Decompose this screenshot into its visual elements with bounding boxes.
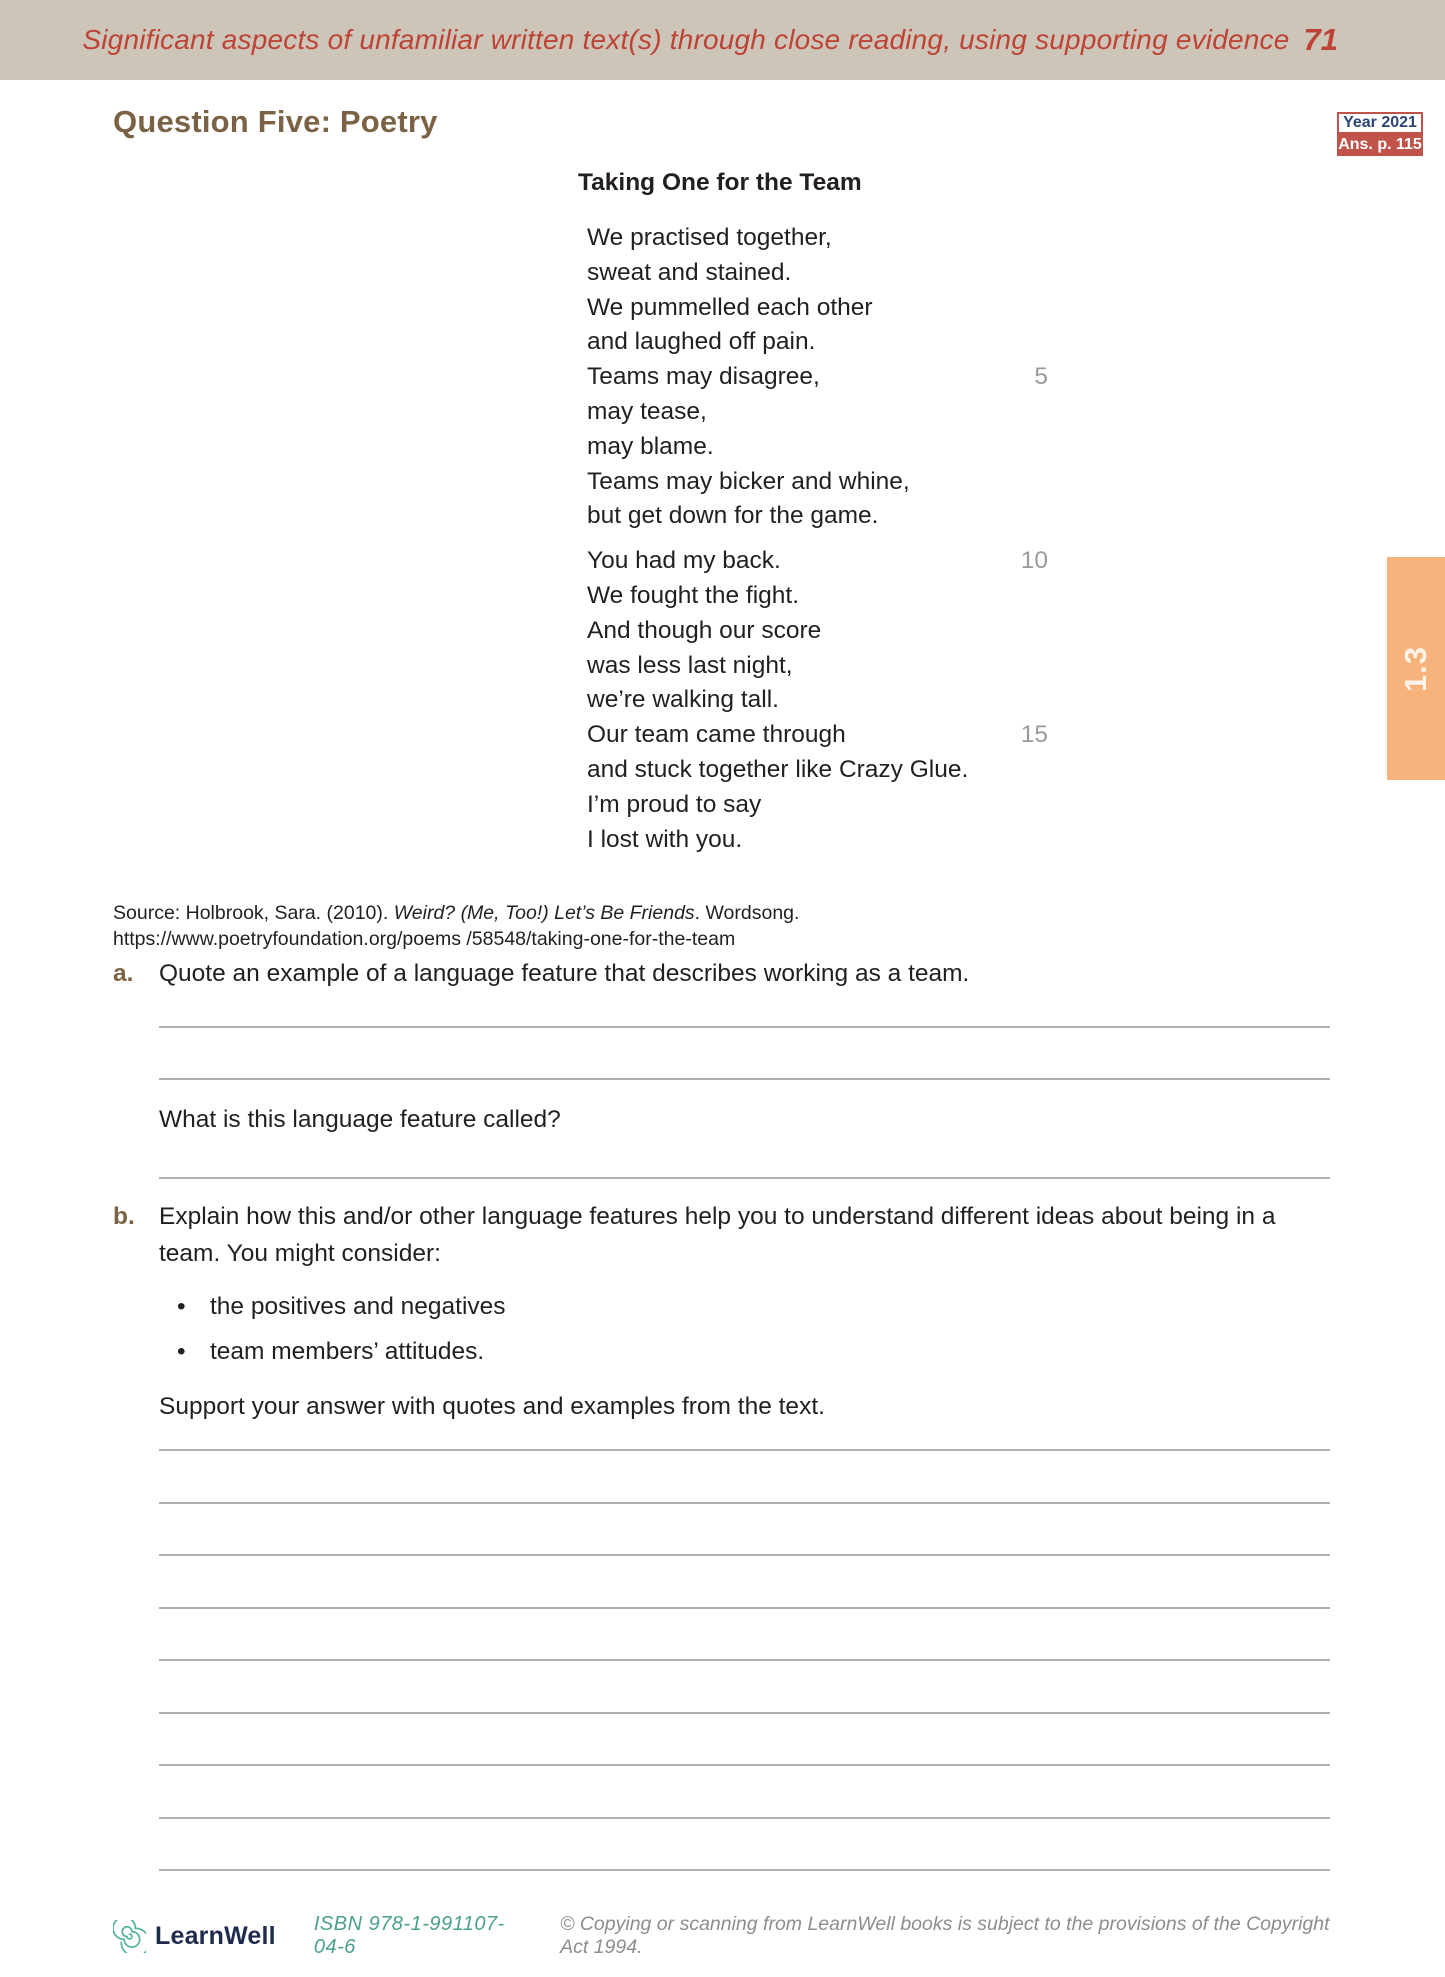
bullet-icon: • bbox=[177, 1293, 186, 1320]
poem-line-text: I lost with you. bbox=[587, 825, 743, 853]
poem-stanza bbox=[587, 221, 1048, 534]
answer-line bbox=[159, 1502, 1330, 1504]
page-footer bbox=[113, 1914, 1355, 1958]
bullet-text: the positives and negatives bbox=[210, 1293, 506, 1320]
poem-line-text: We fought the fight. bbox=[587, 581, 800, 609]
poem-title: Taking One for the Team bbox=[578, 169, 862, 196]
year-badge: Year 2021 bbox=[1337, 112, 1423, 134]
source-citation-line bbox=[113, 900, 799, 926]
poem-line-text: was less last night, bbox=[587, 651, 793, 679]
question-a-followup: What is this language feature called? bbox=[159, 1106, 561, 1133]
source-url: https://www.poetryfoundation.org/poems /58548/taking-one-for-the-team bbox=[113, 928, 736, 950]
poem-line bbox=[587, 221, 1048, 256]
poem-line-text: And though our score bbox=[587, 616, 822, 644]
poem-line bbox=[587, 465, 1048, 500]
bullet-icon: • bbox=[177, 1338, 186, 1365]
question-a-marker: a. bbox=[113, 960, 134, 987]
poem-line bbox=[587, 256, 1048, 291]
poem-line bbox=[587, 753, 1048, 788]
page-header-bar bbox=[0, 0, 1445, 80]
answer-line bbox=[159, 1817, 1330, 1819]
poem-line-text: may blame. bbox=[587, 432, 714, 460]
isbn-text: ISBN 978-1-991107-04-6 bbox=[313, 1913, 505, 1958]
poem-line bbox=[587, 823, 1048, 858]
chapter-tab-label: 1.3 bbox=[1397, 645, 1433, 692]
poem-line-text: Our team came through bbox=[587, 721, 846, 749]
source-citation bbox=[113, 900, 799, 952]
answer-line bbox=[159, 1764, 1330, 1766]
question-b bbox=[113, 1198, 1355, 1871]
poem-line-text: but get down for the game. bbox=[587, 502, 879, 530]
learnwell-brand: LearnWell bbox=[155, 1921, 276, 1950]
poem bbox=[578, 166, 1048, 857]
question-b-support: Support your answer with quotes and examples from the text. bbox=[159, 1393, 825, 1420]
poem-line-text: sweat and stained. bbox=[587, 258, 792, 286]
poem-line bbox=[587, 614, 1048, 649]
poem-stanzas bbox=[578, 221, 1048, 857]
poem-line bbox=[587, 683, 1048, 718]
bullet-item bbox=[177, 1288, 1355, 1325]
year-answer-badge bbox=[1337, 112, 1423, 156]
question-b-bullets bbox=[113, 1288, 1355, 1370]
poem-line bbox=[587, 788, 1048, 823]
chapter-tab-1-3 bbox=[1387, 557, 1445, 780]
poem-line-text: We pummelled each other bbox=[587, 293, 873, 321]
poem-line bbox=[587, 579, 1048, 614]
poem-line-text: Teams may disagree, bbox=[587, 363, 820, 391]
page-number: 71 bbox=[1303, 22, 1338, 57]
poem-line-text: and stuck together like Crazy Glue. bbox=[587, 755, 969, 783]
poem-stanza bbox=[587, 544, 1048, 857]
poem-line-text: and laughed off pain. bbox=[587, 328, 816, 356]
poem-line bbox=[587, 291, 1048, 326]
answer-line bbox=[159, 1712, 1330, 1714]
question-b-marker: b. bbox=[113, 1203, 135, 1230]
poem-line-number: 10 bbox=[1020, 547, 1048, 575]
poem-line-text: we’re walking tall. bbox=[587, 686, 779, 714]
source-suffix: . Wordsong. bbox=[694, 902, 800, 924]
poem-line bbox=[587, 360, 1048, 395]
poem-line bbox=[587, 718, 1048, 753]
poem-line-text: I’m proud to say bbox=[587, 790, 762, 818]
bullet-text: team members’ attitudes. bbox=[210, 1338, 485, 1365]
answer-line bbox=[159, 1869, 1330, 1871]
answer-line bbox=[159, 1078, 1330, 1080]
poem-line bbox=[587, 649, 1048, 684]
source-prefix: Source: Holbrook, Sara. (2010). bbox=[113, 902, 394, 924]
bullet-item bbox=[177, 1333, 1355, 1370]
answer-page-badge: Ans. p. 115 bbox=[1337, 134, 1423, 156]
answer-lines-b bbox=[159, 1449, 1330, 1871]
answer-lines-a-followup bbox=[159, 1177, 1330, 1179]
poem-line-text: Teams may bicker and whine, bbox=[587, 467, 910, 495]
answer-line bbox=[159, 1026, 1330, 1028]
achievement-standard-text: Significant aspects of unfamiliar written text(s) through close reading, using supporting evidence bbox=[82, 24, 1290, 55]
poem-line bbox=[587, 499, 1048, 534]
poem-line bbox=[587, 544, 1048, 579]
poem-line-number: 15 bbox=[1020, 721, 1048, 749]
answer-line bbox=[159, 1554, 1330, 1556]
answer-line bbox=[159, 1607, 1330, 1609]
poem-line bbox=[587, 430, 1048, 465]
poem-line bbox=[587, 395, 1048, 430]
poem-line-text: You had my back. bbox=[587, 547, 781, 575]
poem-line-text: may tease, bbox=[587, 397, 707, 425]
copyright-text: © Copying or scanning from LearnWell books is subject to the provisions of the Copyright Act 1994. bbox=[560, 1913, 1330, 1958]
answer-line bbox=[159, 1449, 1330, 1451]
source-book-title: Weird? (Me, Too!) Let’s Be Friends bbox=[393, 902, 695, 924]
poem-line-number: 5 bbox=[1034, 363, 1048, 391]
poem-line-text: We practised together, bbox=[587, 224, 832, 251]
answer-lines-a bbox=[159, 1026, 1330, 1080]
answer-line bbox=[159, 1659, 1330, 1661]
question-b-text: Explain how this and/or other language features help you to understand different ideas about being in a team. You might consider: bbox=[159, 1203, 1276, 1267]
poem-line bbox=[587, 325, 1048, 360]
question-title: Question Five: Poetry bbox=[113, 104, 438, 139]
learnwell-logo-icon bbox=[113, 1920, 146, 1953]
question-a-text: Quote an example of a language feature that describes working as a team. bbox=[159, 960, 970, 987]
question-a bbox=[113, 957, 1355, 1179]
answer-line bbox=[159, 1177, 1330, 1179]
